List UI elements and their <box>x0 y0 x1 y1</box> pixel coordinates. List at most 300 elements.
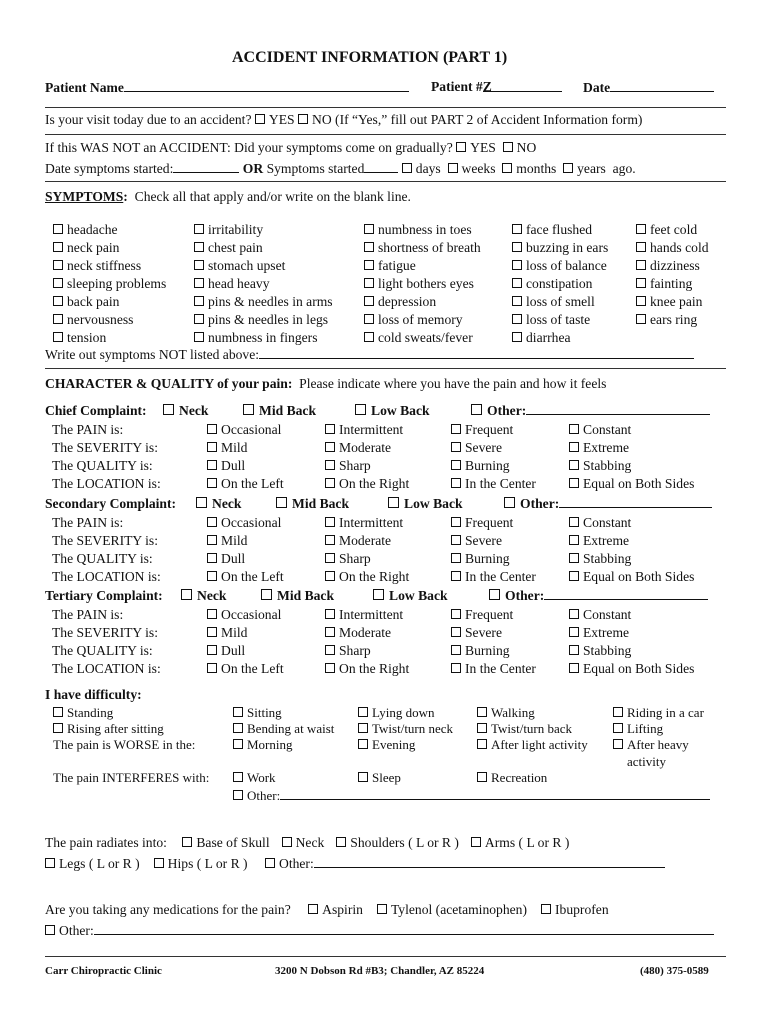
difficulty-checkbox[interactable] <box>358 707 368 717</box>
pain-option[interactable] <box>451 440 502 456</box>
symptom-checkbox[interactable] <box>194 278 204 288</box>
symptom-checkbox[interactable] <box>53 260 63 270</box>
difficulty-checkbox[interactable] <box>233 739 243 749</box>
pain-option[interactable] <box>207 476 284 492</box>
complaint-checkbox[interactable] <box>163 404 174 415</box>
symptom-label: constipation <box>526 276 593 291</box>
symptom-item[interactable] <box>512 221 608 239</box>
complaint-mid-option[interactable] <box>261 588 373 604</box>
pain-option[interactable] <box>569 625 629 641</box>
pain-option[interactable] <box>325 643 371 659</box>
symptom-checkbox[interactable] <box>512 314 522 324</box>
difficulty-checkbox[interactable] <box>358 739 368 749</box>
symptom-checkbox[interactable] <box>194 260 204 270</box>
accident-yes-checkbox[interactable] <box>255 114 265 124</box>
pain-option[interactable] <box>207 607 281 623</box>
pain-option[interactable] <box>325 533 391 549</box>
difficulty-label: Standing <box>67 705 114 720</box>
symptom-item[interactable] <box>194 311 333 329</box>
days-checkbox[interactable] <box>402 163 412 173</box>
difficulty-checkbox[interactable] <box>233 790 243 800</box>
pain-option[interactable] <box>207 643 245 659</box>
difficulty-checkbox[interactable] <box>477 772 487 782</box>
pain-option[interactable] <box>207 440 247 456</box>
option-checkbox[interactable] <box>308 904 318 914</box>
symptom-item[interactable] <box>194 239 333 257</box>
symptom-checkbox[interactable] <box>364 332 374 342</box>
complaint-checkbox[interactable] <box>471 404 482 415</box>
radiates-option[interactable] <box>282 835 325 850</box>
symptom-checkbox[interactable] <box>53 242 63 252</box>
symptom-item[interactable] <box>194 221 333 239</box>
accident-no-checkbox[interactable] <box>298 114 308 124</box>
pain-option-checkbox[interactable] <box>451 627 461 637</box>
radiates-other-checkbox[interactable] <box>265 858 275 868</box>
pain-option[interactable] <box>207 661 284 677</box>
symptom-checkbox[interactable] <box>636 260 646 270</box>
complaint-neck-option[interactable] <box>163 403 243 419</box>
complaint-mid-option[interactable] <box>276 496 388 512</box>
complaint-low-option[interactable] <box>355 403 471 419</box>
months-checkbox[interactable] <box>502 163 512 173</box>
gradual-yes-checkbox[interactable] <box>456 142 466 152</box>
pain-option-checkbox[interactable] <box>325 535 335 545</box>
difficulty-checkbox[interactable] <box>358 772 368 782</box>
symptom-label: ears ring <box>650 312 698 327</box>
pain-option[interactable] <box>325 476 409 492</box>
difficulty-checkbox[interactable] <box>233 723 243 733</box>
pain-option[interactable] <box>569 440 629 456</box>
symptom-item[interactable] <box>636 257 709 275</box>
pain-option-label: Intermittent <box>339 422 404 437</box>
complaint-other-field[interactable] <box>526 402 710 415</box>
difficulty-checkbox[interactable] <box>613 739 623 749</box>
weeks-checkbox[interactable] <box>448 163 458 173</box>
pain-option[interactable] <box>569 422 631 438</box>
pain-option[interactable] <box>569 569 694 585</box>
difficulty-checkbox[interactable] <box>613 707 623 717</box>
symptom-checkbox[interactable] <box>512 296 522 306</box>
symptom-item[interactable] <box>636 275 709 293</box>
pain-option-checkbox[interactable] <box>569 460 579 470</box>
pain-option-checkbox[interactable] <box>325 517 335 527</box>
complaint-low-option[interactable] <box>373 588 489 604</box>
divider <box>45 181 726 182</box>
pain-option-checkbox[interactable] <box>207 517 217 527</box>
symptom-checkbox[interactable] <box>364 314 374 324</box>
symptom-checkbox[interactable] <box>194 332 204 342</box>
complaint-low-label: Low Back <box>371 403 430 418</box>
symptom-checkbox[interactable] <box>53 314 63 324</box>
pain-option-checkbox[interactable] <box>207 571 217 581</box>
pain-option[interactable] <box>207 458 245 474</box>
pain-option-label: Equal on Both Sides <box>583 661 695 676</box>
symptom-label: cold sweats/fever <box>378 330 473 345</box>
patient-number-field[interactable] <box>483 79 562 92</box>
radiates-option[interactable] <box>154 856 248 871</box>
symptom-checkbox[interactable] <box>53 224 63 234</box>
pain-option-checkbox[interactable] <box>325 663 335 673</box>
pain-option-checkbox[interactable] <box>569 478 579 488</box>
pain-row-label: The SEVERITY is: <box>52 625 158 640</box>
worse-option[interactable] <box>613 737 689 753</box>
symptom-item[interactable] <box>512 257 608 275</box>
pain-option[interactable] <box>451 458 510 474</box>
footer-phone: (480) 375-0589 <box>640 965 709 977</box>
pain-option-label: Moderate <box>339 625 392 640</box>
complaint-mid-label: Mid Back <box>277 588 335 603</box>
complaint-other-field[interactable] <box>559 495 712 508</box>
symptom-item[interactable] <box>364 329 481 347</box>
pain-option[interactable] <box>569 643 631 659</box>
complaint-checkbox[interactable] <box>196 497 207 508</box>
symptom-checkbox[interactable] <box>53 296 63 306</box>
complaint-other-option[interactable] <box>471 403 710 418</box>
pain-option-label: Frequent <box>465 607 514 622</box>
complaint-checkbox[interactable] <box>489 589 500 600</box>
symptom-item[interactable] <box>364 221 481 239</box>
difficulty-checkbox[interactable] <box>53 707 63 717</box>
pain-option[interactable] <box>569 476 694 492</box>
interferes-option[interactable] <box>358 770 401 786</box>
symptom-checkbox[interactable] <box>364 278 374 288</box>
pain-option-checkbox[interactable] <box>569 571 579 581</box>
symptom-item[interactable] <box>194 257 333 275</box>
pain-option[interactable] <box>569 607 631 623</box>
symptom-checkbox[interactable] <box>512 278 522 288</box>
complaint-neck-option[interactable] <box>196 496 276 512</box>
difficulty-option[interactable] <box>53 705 113 721</box>
pain-option-checkbox[interactable] <box>207 460 217 470</box>
pain-option-label: Stabbing <box>583 458 632 473</box>
pain-option[interactable] <box>451 625 502 641</box>
symptom-checkbox[interactable] <box>636 278 646 288</box>
pain-option[interactable] <box>451 515 513 531</box>
symptom-checkbox[interactable] <box>194 314 204 324</box>
complaint-low-option[interactable] <box>388 496 504 512</box>
interferes-option[interactable] <box>477 770 547 786</box>
pain-option[interactable] <box>569 551 631 567</box>
symptom-item[interactable] <box>53 311 166 329</box>
pain-option-label: Dull <box>221 551 246 566</box>
pain-option-checkbox[interactable] <box>207 627 217 637</box>
radiates-other-field[interactable] <box>314 855 665 868</box>
pain-option-checkbox[interactable] <box>207 663 217 673</box>
interferes-option[interactable] <box>233 770 276 786</box>
symptom-checkbox[interactable] <box>636 242 646 252</box>
symptom-checkbox[interactable] <box>194 296 204 306</box>
option-checkbox[interactable] <box>45 858 55 868</box>
pain-option[interactable] <box>569 661 694 677</box>
complaint-checkbox[interactable] <box>243 404 254 415</box>
pain-option-checkbox[interactable] <box>325 424 335 434</box>
pain-option-checkbox[interactable] <box>207 442 217 452</box>
difficulty-option[interactable] <box>233 705 282 721</box>
option-checkbox[interactable] <box>377 904 387 914</box>
radiates-option[interactable] <box>182 835 269 850</box>
pain-option[interactable] <box>451 661 536 677</box>
pain-option-checkbox[interactable] <box>207 645 217 655</box>
pain-option[interactable] <box>451 533 502 549</box>
option-checkbox[interactable] <box>541 904 551 914</box>
option-checkbox[interactable] <box>471 837 481 847</box>
pain-option-label: Equal on Both Sides <box>583 476 695 491</box>
symptom-label: light bothers eyes <box>378 276 474 291</box>
pain-option-checkbox[interactable] <box>207 535 217 545</box>
difficulty-option[interactable] <box>477 705 535 721</box>
symptom-item[interactable] <box>512 311 608 329</box>
complaint-checkbox[interactable] <box>355 404 366 415</box>
patient-name-field[interactable] <box>124 79 409 92</box>
difficulty-option[interactable] <box>613 705 704 721</box>
pain-option[interactable] <box>325 607 403 623</box>
difficulty-checkbox[interactable] <box>233 707 243 717</box>
complaint-checkbox[interactable] <box>373 589 384 600</box>
symptom-item[interactable] <box>636 293 709 311</box>
pain-option[interactable] <box>325 458 371 474</box>
years-checkbox[interactable] <box>563 163 573 173</box>
pain-option[interactable] <box>451 607 513 623</box>
pain-option-checkbox[interactable] <box>569 663 579 673</box>
write-out-label: Write out symptoms NOT listed above: <box>45 347 260 362</box>
pain-option[interactable] <box>325 422 403 438</box>
difficulty-checkbox[interactable] <box>477 739 487 749</box>
symptom-item[interactable] <box>636 311 709 329</box>
difficulty-checkbox[interactable] <box>53 723 63 733</box>
symptom-checkbox[interactable] <box>636 296 646 306</box>
symptom-item[interactable] <box>53 239 166 257</box>
pain-option-label: Occasional <box>221 515 282 530</box>
difficulty-checkbox[interactable] <box>477 707 487 717</box>
pain-option[interactable] <box>325 551 371 567</box>
symptom-checkbox[interactable] <box>364 224 374 234</box>
pain-row-label: The PAIN is: <box>52 422 124 437</box>
symptom-label: nervousness <box>67 312 134 327</box>
pain-option-checkbox[interactable] <box>451 645 461 655</box>
pain-option-checkbox[interactable] <box>569 627 579 637</box>
pain-option-checkbox[interactable] <box>325 478 335 488</box>
pain-option-checkbox[interactable] <box>451 609 461 619</box>
difficulty-option[interactable] <box>613 721 663 737</box>
symptom-item[interactable] <box>512 329 608 347</box>
difficulty-label: Recreation <box>491 770 548 785</box>
pain-option-checkbox[interactable] <box>325 460 335 470</box>
difficulty-checkbox[interactable] <box>233 772 243 782</box>
pain-option[interactable] <box>325 515 403 531</box>
pain-option[interactable] <box>325 440 391 456</box>
pain-option[interactable] <box>451 476 536 492</box>
pain-option-checkbox[interactable] <box>325 609 335 619</box>
pain-option[interactable] <box>207 569 284 585</box>
symptom-item[interactable] <box>53 275 166 293</box>
pain-option-checkbox[interactable] <box>569 645 579 655</box>
symptom-checkbox[interactable] <box>364 296 374 306</box>
pain-option[interactable] <box>325 661 409 677</box>
pain-option-checkbox[interactable] <box>451 535 461 545</box>
pain-option-checkbox[interactable] <box>325 442 335 452</box>
pain-option-checkbox[interactable] <box>451 553 461 563</box>
pain-option[interactable] <box>325 625 391 641</box>
option-label: Hips ( L or R ) <box>167 856 248 871</box>
symptom-item[interactable] <box>53 293 166 311</box>
difficulty-option[interactable] <box>233 721 334 737</box>
worse-option[interactable] <box>477 737 588 753</box>
symptom-checkbox[interactable] <box>512 242 522 252</box>
complaint-neck-label: Neck <box>212 496 242 511</box>
difficulty-option[interactable] <box>53 721 164 737</box>
pain-option-checkbox[interactable] <box>451 517 461 527</box>
pain-row-label: The QUALITY is: <box>52 551 153 566</box>
symptom-label: chest pain <box>208 240 263 255</box>
difficulty-option[interactable] <box>358 721 453 737</box>
symptom-item[interactable] <box>364 257 481 275</box>
symptom-checkbox[interactable] <box>53 332 63 342</box>
symptom-item[interactable] <box>53 257 166 275</box>
option-checkbox[interactable] <box>336 837 346 847</box>
pain-option-checkbox[interactable] <box>569 517 579 527</box>
symptom-item[interactable] <box>512 275 608 293</box>
pain-option[interactable] <box>451 569 536 585</box>
pain-option-checkbox[interactable] <box>451 478 461 488</box>
symptom-item[interactable] <box>512 239 608 257</box>
symptom-item[interactable] <box>194 329 333 347</box>
option-checkbox[interactable] <box>154 858 164 868</box>
meds-other-checkbox[interactable] <box>45 925 55 935</box>
date-started-field[interactable] <box>173 160 239 173</box>
pain-option-checkbox[interactable] <box>325 645 335 655</box>
complaint-neck-label: Neck <box>197 588 227 603</box>
interferes-other-field[interactable] <box>280 787 710 800</box>
symptom-label: sleeping problems <box>67 276 167 291</box>
pain-option[interactable] <box>451 422 513 438</box>
pain-option[interactable] <box>207 625 247 641</box>
radiates-option[interactable] <box>336 835 459 850</box>
symptom-checkbox[interactable] <box>194 242 204 252</box>
pain-option-checkbox[interactable] <box>207 553 217 563</box>
pain-option-checkbox[interactable] <box>207 424 217 434</box>
symptom-checkbox[interactable] <box>194 224 204 234</box>
pain-option-checkbox[interactable] <box>325 553 335 563</box>
symptom-checkbox[interactable] <box>364 260 374 270</box>
symptom-checkbox[interactable] <box>364 242 374 252</box>
complaint-label: Tertiary Complaint: <box>45 588 163 603</box>
radiates-option[interactable] <box>377 902 527 917</box>
pain-option[interactable] <box>569 515 631 531</box>
pain-option-checkbox[interactable] <box>325 571 335 581</box>
option-checkbox[interactable] <box>182 837 192 847</box>
symptom-item[interactable] <box>512 293 608 311</box>
symptom-label: headache <box>67 222 118 237</box>
symptom-item[interactable] <box>194 275 333 293</box>
difficulty-option[interactable] <box>477 721 572 737</box>
date-field[interactable] <box>610 79 714 92</box>
pain-option[interactable] <box>325 569 409 585</box>
complaint-checkbox[interactable] <box>504 497 515 508</box>
symptom-item[interactable] <box>364 311 481 329</box>
pain-option-checkbox[interactable] <box>569 442 579 452</box>
interferes-other-option[interactable] <box>233 787 710 804</box>
write-out-field[interactable] <box>259 346 694 359</box>
pain-option-checkbox[interactable] <box>451 571 461 581</box>
radiates-option[interactable] <box>541 902 609 917</box>
symptom-label: fatigue <box>378 258 416 273</box>
symptom-label: diarrhea <box>526 330 571 345</box>
pain-option-checkbox[interactable] <box>207 478 217 488</box>
worse-option[interactable] <box>233 737 293 753</box>
pain-option-checkbox[interactable] <box>569 553 579 563</box>
worse-option[interactable] <box>358 737 415 753</box>
symptom-checkbox[interactable] <box>512 260 522 270</box>
pain-option[interactable] <box>451 551 510 567</box>
pain-option[interactable] <box>207 533 247 549</box>
difficulty-option[interactable] <box>358 705 434 721</box>
pain-option-checkbox[interactable] <box>569 424 579 434</box>
symptom-checkbox[interactable] <box>512 332 522 342</box>
complaint-neck-option[interactable] <box>181 588 261 604</box>
symptom-checkbox[interactable] <box>636 314 646 324</box>
pain-option[interactable] <box>569 458 631 474</box>
difficulty-checkbox[interactable] <box>477 723 487 733</box>
pain-option-checkbox[interactable] <box>325 627 335 637</box>
symptom-item[interactable] <box>636 239 709 257</box>
complaint-checkbox[interactable] <box>181 589 192 600</box>
pain-option-label: Mild <box>221 440 248 455</box>
radiates-option[interactable] <box>45 856 140 871</box>
symptom-item[interactable] <box>53 221 166 239</box>
radiates-option[interactable] <box>471 835 569 850</box>
symptom-checkbox[interactable] <box>53 278 63 288</box>
symptom-item[interactable] <box>364 275 481 293</box>
pain-option-checkbox[interactable] <box>451 460 461 470</box>
difficulty-checkbox[interactable] <box>358 723 368 733</box>
complaint-other-field[interactable] <box>544 587 708 600</box>
complaint-checkbox[interactable] <box>276 497 287 508</box>
symptom-item[interactable] <box>364 239 481 257</box>
pain-option[interactable] <box>451 643 510 659</box>
gradual-no-checkbox[interactable] <box>503 142 513 152</box>
complaint-other-option[interactable] <box>504 496 712 511</box>
meds-other-field[interactable] <box>94 922 714 935</box>
pain-option-checkbox[interactable] <box>569 535 579 545</box>
option-checkbox[interactable] <box>282 837 292 847</box>
gradual-yes-label: YES <box>470 140 496 155</box>
pain-option-checkbox[interactable] <box>569 609 579 619</box>
radiates-option[interactable] <box>308 902 363 917</box>
worse-label: The pain is WORSE in the: <box>53 737 196 752</box>
difficulty-checkbox[interactable] <box>613 723 623 733</box>
symptom-item[interactable] <box>364 293 481 311</box>
symptom-item[interactable] <box>194 293 333 311</box>
pain-option[interactable] <box>207 515 281 531</box>
symptom-item[interactable] <box>636 221 709 239</box>
pain-option-checkbox[interactable] <box>207 609 217 619</box>
pain-option[interactable] <box>207 422 281 438</box>
symptom-item[interactable] <box>53 329 166 347</box>
complaint-mid-option[interactable] <box>243 403 355 419</box>
pain-option[interactable] <box>569 533 629 549</box>
pain-option-checkbox[interactable] <box>451 663 461 673</box>
pain-option-checkbox[interactable] <box>451 442 461 452</box>
weeks-label: weeks <box>461 161 496 176</box>
symptom-checkbox[interactable] <box>512 224 522 234</box>
symptom-checkbox[interactable] <box>636 224 646 234</box>
complaint-checkbox[interactable] <box>388 497 399 508</box>
complaint-other-option[interactable] <box>489 588 708 603</box>
complaint-checkbox[interactable] <box>261 589 272 600</box>
pain-option-checkbox[interactable] <box>451 424 461 434</box>
pain-option[interactable] <box>207 551 245 567</box>
symptoms-started-field[interactable] <box>364 160 398 173</box>
